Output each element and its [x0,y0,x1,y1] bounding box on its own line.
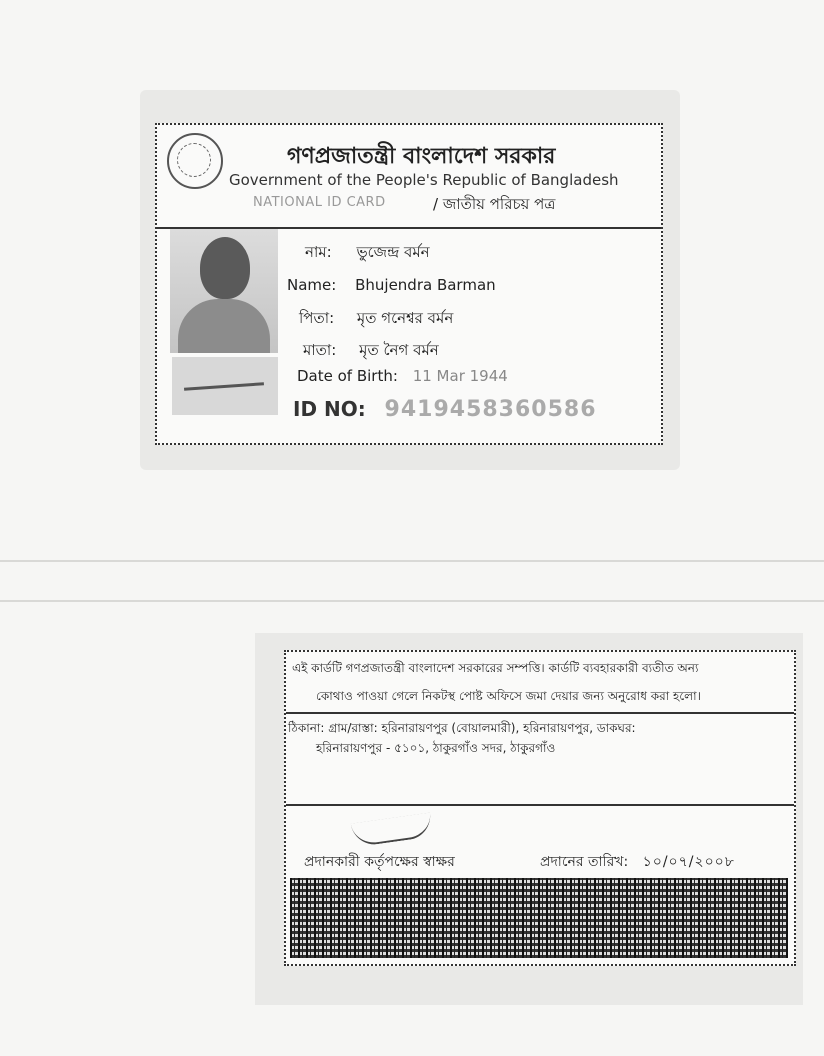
notice-line-1: এই কার্ডটি গণপ্রজাতন্ত্রী বাংলাদেশ সরকারের সম্পত্তি। কার্ডটি ব্যবহারকারী ব্যতীত অন্য [292,661,699,675]
dob-value: 11 Mar 1944 [412,367,508,385]
father-value: মৃত গনেশ্বর বর্মন [356,309,454,327]
id-number-label: ID NO: [293,397,366,421]
government-title-en: Government of the People's Republic of Bangladesh [229,171,619,189]
id-number-row [293,397,597,422]
address-line-1: ঠিকানা: গ্রাম/রাস্তা: হরিনারায়ণপুর (বোয়ালমারী), হরিনারায়ণপুর, ডাকঘর: [288,721,636,735]
name-en-label: Name: [287,276,337,294]
pdf417-barcode [290,878,788,958]
name-bn-label: নাম: [305,243,332,261]
authority-signature [351,813,434,848]
address-section [286,714,794,806]
ownership-notice [286,652,794,714]
dob-row [297,367,508,385]
government-seal-icon [167,133,223,189]
father-label: পিতা: [299,309,335,327]
mother-row [303,339,439,364]
holder-signature [172,357,278,415]
government-title-bn: গণপ্রজাতন্ত্রী বাংলাদেশ সরকার [287,144,556,169]
name-en-row [287,276,496,294]
card-header [157,125,661,229]
name-bn-value: ভুজেন্দ্র বর্মন [356,243,430,261]
mother-label: মাতা: [303,341,337,359]
dob-label: Date of Birth: [297,367,398,385]
issue-date-label: প্রদানের তারিখ: [540,854,629,870]
issue-date-value: ১০/০৭/২০০৮ [642,854,735,870]
id-card-front [155,123,663,445]
name-en-value: Bhujendra Barman [355,276,496,294]
father-row [299,307,453,332]
card-type-en: NATIONAL ID CARD [253,195,386,210]
authority-signature-label: প্রদানকারী কর্তৃপক্ষের স্বাক্ষর [304,854,455,870]
card-type-bn: / জাতীয় পরিচয় পত্র [433,195,556,213]
address-line-2: হরিনারায়ণপুর - ৫১০১, ঠাকুরগাঁও সদর, ঠাকুরগাঁও [316,741,556,755]
paper-fold [0,560,824,562]
holder-photo [170,229,278,353]
notice-line-2: কোথাও পাওয়া গেলে নিকটস্থ পোষ্ট অফিসে জমা দেয়ার জন্য অনুরোধ করা হলো। [316,689,701,703]
mother-value: মৃত নৈগ বর্মন [359,341,439,359]
issue-date-row [540,850,735,874]
name-bn-row [305,241,430,266]
id-card-back [284,650,796,966]
id-number-value: 9419458360586 [384,397,597,422]
paper-fold [0,600,824,602]
